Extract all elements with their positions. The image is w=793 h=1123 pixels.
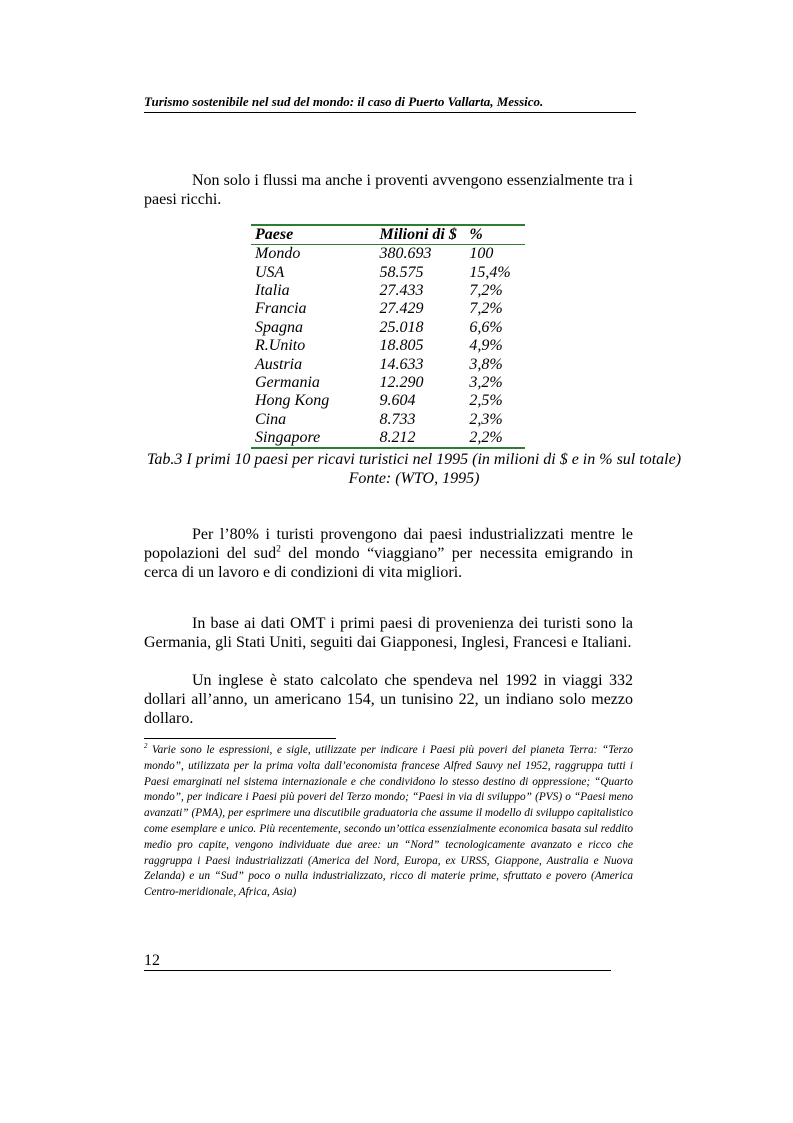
cell-country: Spagna bbox=[255, 318, 303, 336]
cell-country: Singapore bbox=[251, 429, 376, 448]
cell-value: 8.733 bbox=[379, 410, 416, 428]
cell-country: Hong Kong bbox=[255, 392, 330, 410]
table-row bbox=[251, 429, 525, 448]
paragraph-text: In base ai dati OMT i primi paesi di provenienza dei turisti sono la Germania, gli Stati Uniti, seguiti dai Giapponesi, Inglesi, Francesi e Italiani. bbox=[144, 615, 633, 651]
cell-value: 27.429 bbox=[379, 300, 424, 318]
table-row bbox=[251, 300, 525, 318]
cell-percent: 15,4% bbox=[469, 263, 511, 281]
footnote bbox=[144, 743, 633, 901]
paragraph-text-cont: del mondo “viaggiano” per necessita emigrando in cerca di un lavoro e di condizioni di vita migliori. bbox=[144, 545, 634, 581]
cell-country: Austria bbox=[255, 355, 303, 373]
cell-value: 25.018 bbox=[379, 318, 424, 336]
cell-country: Germania bbox=[255, 373, 320, 391]
col-header-paese: Paese bbox=[251, 225, 376, 245]
paragraph-text: Un inglese è stato calcolato che spendeva nel 1992 in viaggi 332 dollari all’anno, un americano 154, un tunisino 22, un indiano solo mezzo dollaro. bbox=[144, 672, 633, 727]
cell-value: 14.633 bbox=[379, 355, 424, 373]
cell-percent: 3,8% bbox=[469, 355, 503, 373]
footnote-separator bbox=[144, 738, 336, 739]
cell-percent: 7,2% bbox=[469, 300, 503, 318]
cell-value: 12.290 bbox=[379, 373, 424, 391]
page-number: 12 bbox=[144, 952, 160, 969]
cell-country: USA bbox=[255, 263, 285, 281]
cell-value: 58.575 bbox=[379, 263, 424, 281]
paragraph-spending bbox=[144, 671, 633, 728]
col-header-percent: % bbox=[465, 225, 525, 245]
cell-percent: 2,2% bbox=[465, 429, 525, 448]
revenue-table bbox=[251, 224, 525, 449]
cell-value: 18.805 bbox=[379, 337, 424, 355]
table-row bbox=[251, 245, 525, 264]
cell-country: Cina bbox=[255, 410, 287, 428]
table-row bbox=[251, 263, 525, 281]
running-header-title: Turismo sostenibile nel sud del mondo: il caso di Puerto Vallarta, Messico. bbox=[144, 94, 544, 109]
cell-percent: 4,9% bbox=[469, 337, 503, 355]
col-header-milioni: Milioni di $ bbox=[376, 225, 466, 245]
cell-country: Mondo bbox=[255, 245, 301, 263]
paragraph-intro bbox=[144, 171, 633, 209]
table-row bbox=[251, 282, 525, 300]
paragraph-omt-data bbox=[144, 614, 633, 652]
table-header-row bbox=[251, 225, 525, 245]
table-row bbox=[251, 337, 525, 355]
footnote-text: Varie sono le espressioni, e sigle, utilizzate per indicare i Paesi più poveri del pianeta Terra: “Terzo mondo”, utilizzata per la prima volta dall’economista francese Alfred Sauvy nel 1952, raggruppa tutti i Paesi emarginati nel sistema internazionale e che condividono lo stesso destino di oppressione; “Quarto mondo”, per indicare i Paesi più poveri del Terzo mondo; “Paesi in via di sviluppo” (PVS) o “Paesi meno avanzati” (PMA), per esprimere una discutibile graduatoria che assume il modello di sviluppo capitalistico come esemplare e unico. Più recentemente, secondo un’ottica essenzialmente economica basata sul reddito medio pro capite, vengono individuate due aree: un “Nord” tecnologicamente avanzato e ricco che raggruppa i Paesi industrializzati (America del Nord, Europa, ex URSS, Giappone, Australia e Nuova Zelanda) e un “Sud” poco o nulla industrializzato, ricco di materie prime, sfruttato e povero (America Centro-meridionale, Africa, Asia) bbox=[144, 744, 633, 899]
paragraph-tourist-origin bbox=[144, 525, 633, 582]
footnote-mark: 2 bbox=[144, 743, 148, 751]
table-row bbox=[251, 411, 525, 429]
cell-percent: 2,5% bbox=[469, 392, 503, 410]
cell-percent: 3,2% bbox=[469, 373, 503, 391]
cell-country: R.Unito bbox=[255, 337, 306, 355]
cell-value: 9.604 bbox=[379, 392, 416, 410]
cell-value: 27.433 bbox=[379, 281, 424, 299]
table-row bbox=[251, 374, 525, 392]
table-row bbox=[251, 355, 525, 373]
footnote-reference[interactable]: 2 bbox=[276, 543, 281, 555]
cell-country: Italia bbox=[255, 281, 290, 299]
footer-divider bbox=[144, 970, 611, 971]
table-row bbox=[251, 319, 525, 337]
cell-value: 380.693 bbox=[379, 245, 432, 263]
cell-percent: 2,3% bbox=[469, 410, 503, 428]
paragraph-text: Per l’80% i turisti provengono dai paesi industrializzati mentre le popolazioni del sud bbox=[144, 526, 633, 562]
cell-percent: 100 bbox=[469, 245, 494, 263]
cell-country: Francia bbox=[255, 300, 307, 318]
paragraph-intro-text: Non solo i flussi ma anche i proventi avvengono essenzialmente tra i paesi ricchi. bbox=[144, 172, 633, 208]
cell-percent: 6,6% bbox=[469, 318, 503, 336]
cell-value: 8.212 bbox=[376, 429, 466, 448]
cell-percent: 7,2% bbox=[469, 281, 503, 299]
table-caption: Tab.3 I primi 10 paesi per ricavi turistici nel 1995 (in milioni di $ e in % sul totale) Fonte: (WTO, 1995) bbox=[146, 451, 682, 487]
table-row bbox=[251, 392, 525, 410]
running-header bbox=[144, 92, 636, 113]
